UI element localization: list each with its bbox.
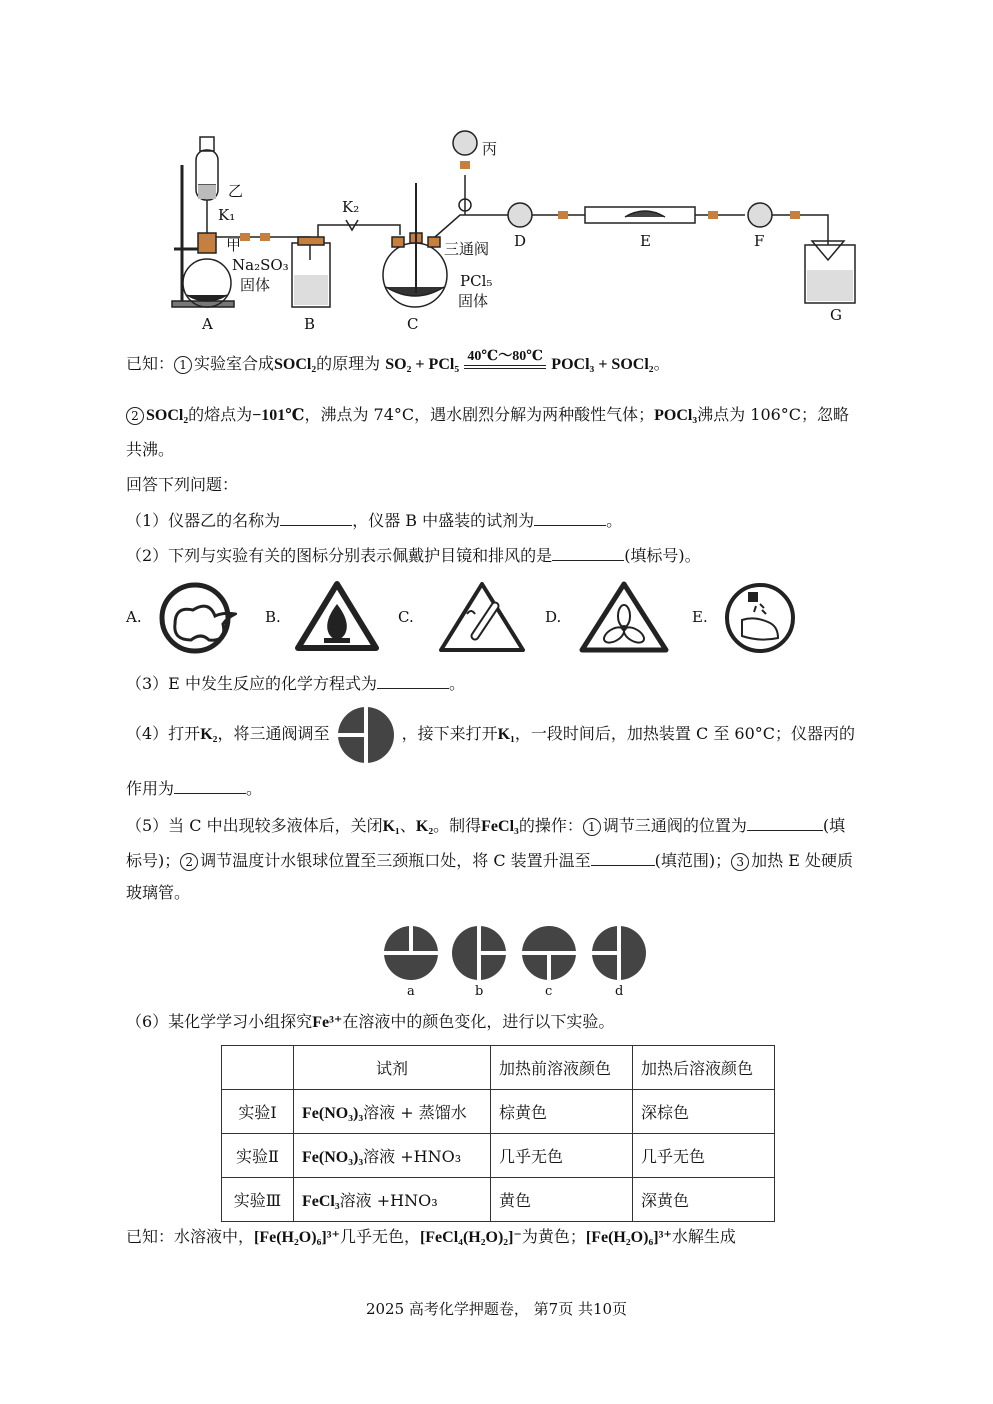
valve-option-c xyxy=(522,926,576,980)
question-5c: 玻璃管。 xyxy=(126,883,191,902)
question-4: （4）打开K₂，将三通阀调至 ，接下来打开K₁，一段时间后，加热装置 C 至 60°C；仪器丙的 xyxy=(126,722,855,747)
label-solid2: 固体 xyxy=(458,292,489,310)
page-footer: 2025 高考化学押题卷， 第7页 共10页 xyxy=(365,1300,628,1318)
label-f: F xyxy=(754,232,765,250)
flame-icon xyxy=(294,578,380,654)
option-a-letter: A. xyxy=(126,608,142,626)
valve-option-b xyxy=(452,926,506,980)
label-na2so3: Na₂SO₃ xyxy=(232,256,289,274)
valve-option-d xyxy=(592,926,646,980)
valve-options xyxy=(383,925,653,983)
answer-blank-q5-1[interactable] xyxy=(747,812,823,831)
table-header xyxy=(222,1046,294,1090)
known-last: 已知：水溶液中，[Fe(H₂O)₆]³⁺几乎无色，[FeCl₄(H₂O)₂]⁻为黄色；[Fe(H₂O)₆]³⁺水解生成 xyxy=(126,1227,736,1246)
answer-blank-q3[interactable] xyxy=(377,670,449,689)
label-sanfa: 三通阀 xyxy=(444,240,490,258)
label-b: B xyxy=(304,315,316,333)
question-2: （2）下列与实验有关的图标分别表示佩戴护目镜和排风的是 (填标号)。 xyxy=(126,542,701,568)
known-line-2b: 共沸。 xyxy=(126,440,175,459)
question-4b: 作用为 。 xyxy=(126,775,262,801)
stopper-a xyxy=(198,233,216,253)
goggles-icon xyxy=(157,582,237,654)
answer-blank-q5-2[interactable] xyxy=(591,847,655,866)
option-c-letter: C. xyxy=(398,608,414,626)
table-header: 加热前溶液颜色 xyxy=(491,1046,633,1090)
label-a: A xyxy=(202,315,213,333)
known-line-1: 已知： 1 实验室合成SOCl₂的原理为 SO₂ + PCl₅ 40℃～80℃ POCl₃ + SOCl₂。 xyxy=(126,352,670,377)
option-e-letter: E. xyxy=(692,608,708,626)
valve-setting-icon xyxy=(335,705,397,765)
question-6: （6）某化学学习小组探究Fe³⁺在溶液中的颜色变化，进行以下实验。 xyxy=(126,1012,615,1031)
valve-label-c: c xyxy=(545,984,553,999)
question-1: （1）仪器乙的名称为 ，仪器 B 中盛装的试剂为 。 xyxy=(126,507,622,533)
question-5b: 标号)； 2 调节温度计水银球位置至三颈瓶口处，将 C 装置升温至 (填范围)； 3 加热 E 处硬质 xyxy=(126,847,853,873)
answer-blank-q1-2[interactable] xyxy=(534,507,606,526)
question-3: （3）E 中发生反应的化学方程式为 。 xyxy=(126,670,465,696)
label-pcl5: PCl₅ xyxy=(460,272,493,290)
experiment-table xyxy=(221,1045,775,1222)
option-d-letter: D. xyxy=(545,608,562,626)
label-yi: 乙 xyxy=(228,182,244,200)
known-line-2: 2 SOCl₂的熔点为−101℃，沸点为 74°C，遇水剧烈分解为两种酸性气体；POCl₃沸点为 106°C；忽略 xyxy=(126,403,849,428)
label-g: G xyxy=(830,306,842,324)
label-k2: K₂ xyxy=(342,198,360,216)
answer-intro: 回答下列问题： xyxy=(126,475,239,494)
answer-blank-q2[interactable] xyxy=(552,542,624,561)
valve-label-b: b xyxy=(475,984,484,999)
valve-label-d: d xyxy=(615,984,624,999)
equation-condition: 40℃～80℃ xyxy=(467,349,543,364)
fan-icon xyxy=(578,578,670,656)
table-row: 实验Ⅰ Fe(NO₃)₃溶液 + 蒸馏水 棕黄色 深棕色 xyxy=(222,1090,775,1134)
label-c: C xyxy=(407,315,419,333)
label-jia: 甲 xyxy=(226,236,242,254)
question-5: （5）当 C 中出现较多液体后，关闭K₁、K₂。制得FeCl₃的操作： 1 调节三通阀的位置为 (填 xyxy=(126,812,845,839)
wash-hands-icon xyxy=(720,582,800,654)
label-bing: 丙 xyxy=(482,140,498,158)
label-solid1: 固体 xyxy=(240,276,271,294)
table-header: 加热后溶液颜色 xyxy=(633,1046,775,1090)
hot-tube-icon xyxy=(437,578,527,656)
table-header-row xyxy=(222,1046,775,1090)
table-row: 实验Ⅲ FeCl₃溶液 +HNO₃ 黄色 深黄色 xyxy=(222,1178,775,1222)
table-header: 试剂 xyxy=(294,1046,491,1090)
table-row: 实验Ⅱ Fe(NO₃)₃溶液 +HNO₃ 几乎无色 几乎无色 xyxy=(222,1134,775,1178)
valve-option-a xyxy=(384,926,438,980)
apparatus-diagram xyxy=(160,125,860,335)
valve-label-a: a xyxy=(407,984,415,999)
label-d: D xyxy=(514,232,527,250)
option-b-letter: B. xyxy=(265,608,281,626)
label-e: E xyxy=(640,232,651,250)
answer-blank-q4[interactable] xyxy=(174,775,246,794)
label-k1: K₁ xyxy=(218,206,236,224)
answer-blank-q1-1[interactable] xyxy=(280,507,352,526)
